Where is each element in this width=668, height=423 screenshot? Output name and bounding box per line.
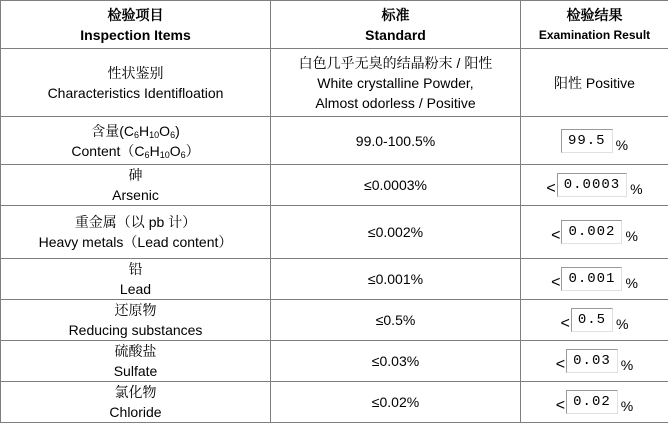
result-value-field[interactable]: 0.0003 [557, 173, 627, 197]
standard-cell: ≤0.002% [271, 206, 521, 259]
result-value-field[interactable]: 99.5 [561, 129, 613, 153]
formula-subscript: 6 [145, 150, 150, 160]
header-result-cn: 检验结果 [521, 5, 668, 25]
item-cn: 铅 [1, 259, 270, 279]
result-value-field[interactable]: 0.001 [561, 267, 622, 291]
item-cell [1, 300, 271, 341]
table-row [1, 165, 668, 206]
result-cell [521, 300, 668, 341]
standard-cell: ≤0.0003% [271, 165, 521, 206]
formula-subscript: 6 [170, 130, 175, 140]
item-cn [1, 121, 270, 141]
result-cell [521, 259, 668, 300]
formula-subscript: 6 [181, 150, 186, 160]
formula-part: H [139, 123, 149, 139]
result-group [561, 127, 628, 155]
less-than-symbol: < [560, 314, 569, 334]
result-group [546, 171, 642, 199]
table-row [1, 341, 668, 382]
standard-en-line1: White crystalline Powder, [271, 73, 520, 93]
item-cell [1, 206, 271, 259]
result-cell [521, 117, 668, 165]
result-group [551, 265, 638, 293]
item-cn: 硫酸盐 [1, 341, 270, 361]
result-group [556, 347, 633, 375]
header-inspection-items [1, 1, 271, 49]
table-row [1, 382, 668, 423]
standard-cell: 99.0-100.5% [271, 117, 521, 165]
item-cn: 重金属（以 pb 计） [1, 212, 270, 232]
item-cell [1, 165, 271, 206]
item-en: Lead [1, 279, 270, 299]
standard-cell: ≤0.02% [271, 382, 521, 423]
table-row [1, 300, 668, 341]
result-value-field[interactable]: 0.002 [561, 220, 622, 244]
item-cn: 氯化物 [1, 382, 270, 402]
unit-label: % [616, 135, 628, 155]
result-cell [521, 49, 668, 117]
formula-part: H [150, 143, 160, 159]
result-text: 阳性 Positive [554, 75, 635, 91]
item-en: Chloride [1, 402, 270, 422]
header-standard-en: Standard [271, 25, 520, 45]
unit-label: % [625, 226, 637, 246]
header-standard-cn: 标准 [271, 5, 520, 25]
unit-label: % [630, 179, 642, 199]
standard-cell: ≤0.5% [271, 300, 521, 341]
table-row [1, 117, 668, 165]
standard-cell: ≤0.001% [271, 259, 521, 300]
header-result [521, 1, 668, 49]
formula-part: ) [175, 123, 180, 139]
formula-part: Content（C [71, 143, 144, 159]
formula-part: O [159, 123, 170, 139]
unit-label: % [616, 314, 628, 334]
formula-part: 含量(C [91, 123, 134, 139]
result-group [556, 388, 633, 416]
formula-part: O [170, 143, 181, 159]
item-cn: 性状鉴别 [1, 63, 270, 83]
formula-subscript: 6 [134, 130, 139, 140]
unit-label: % [625, 273, 637, 293]
result-value-field[interactable]: 0.5 [571, 308, 613, 332]
item-cell [1, 341, 271, 382]
unit-label: % [621, 355, 633, 375]
less-than-symbol: < [546, 179, 555, 199]
item-en: Reducing substances [1, 320, 270, 340]
item-cn: 还原物 [1, 300, 270, 320]
standard-en-line2: Almost odorless / Positive [271, 93, 520, 113]
item-cell [1, 117, 271, 165]
formula-subscript: 10 [160, 150, 170, 160]
table-row [1, 259, 668, 300]
header-result-en: Examination Result [521, 25, 668, 45]
header-row [1, 1, 668, 49]
item-en: Characteristics Identifloation [1, 83, 270, 103]
item-cn: 砷 [1, 165, 270, 185]
formula-subscript: 10 [149, 130, 159, 140]
unit-label: % [621, 396, 633, 416]
header-items-en: Inspection Items [1, 25, 270, 45]
less-than-symbol: < [556, 355, 565, 375]
item-en [1, 141, 270, 161]
header-standard [271, 1, 521, 49]
less-than-symbol: < [551, 273, 560, 293]
item-en: Heavy metals（Lead content） [1, 232, 270, 252]
standard-cell: ≤0.03% [271, 341, 521, 382]
standard-cell [271, 49, 521, 117]
result-group [551, 218, 638, 246]
less-than-symbol: < [551, 226, 560, 246]
result-cell [521, 341, 668, 382]
item-en: Sulfate [1, 361, 270, 381]
less-than-symbol: < [556, 396, 565, 416]
result-cell [521, 165, 668, 206]
result-cell [521, 382, 668, 423]
item-en: Arsenic [1, 185, 270, 205]
formula-part: ） [186, 143, 200, 159]
table-row [1, 206, 668, 259]
result-cell [521, 206, 668, 259]
item-cell [1, 382, 271, 423]
result-group [560, 306, 628, 334]
item-cell [1, 49, 271, 117]
header-items-cn: 检验项目 [1, 5, 270, 25]
item-cell [1, 259, 271, 300]
standard-cn: 白色几乎无臭的结晶粉末 / 阳性 [271, 53, 520, 73]
result-value-field[interactable]: 0.02 [566, 390, 618, 414]
table-row [1, 49, 668, 117]
result-value-field[interactable]: 0.03 [566, 349, 618, 373]
